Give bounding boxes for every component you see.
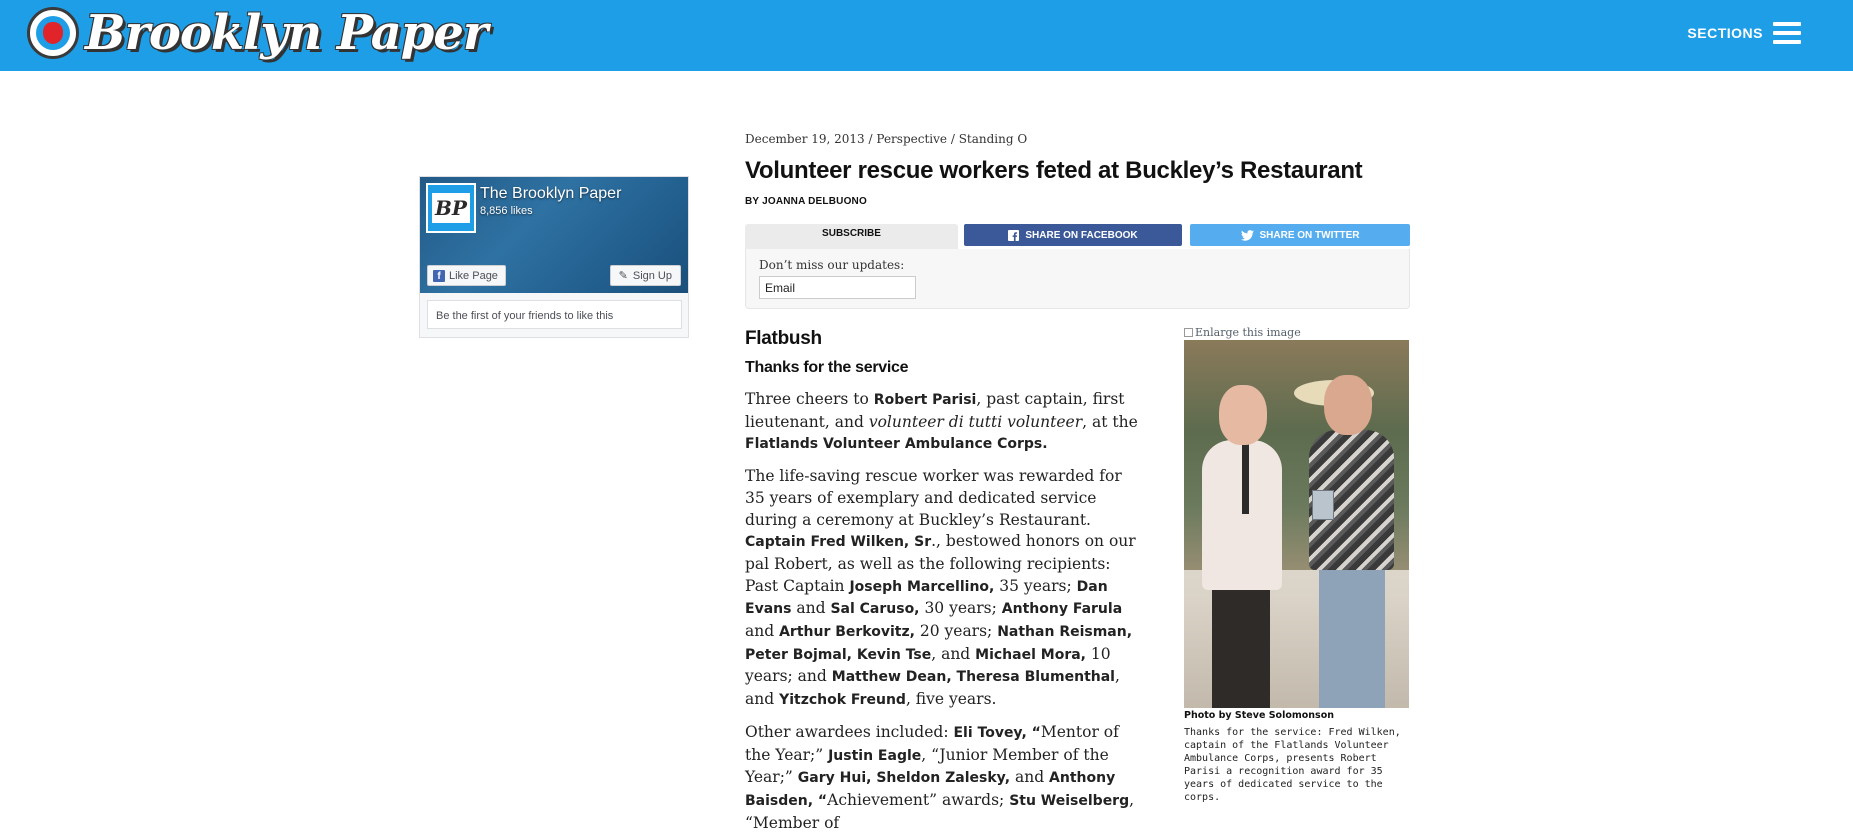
paragraph-3: Other awardees included: Eli Tovey, “Mentor of the Year;” Justin Eagle, “Junior Member of the Year;” Gary Hui, Sheldon Zalesky, and Anthony Baisden, “Achievement” awards; Stu Weiselberg, “Member of <box>745 722 1135 832</box>
share-twitter-button[interactable] <box>1190 224 1410 246</box>
enlarge-icon <box>1184 328 1193 337</box>
site-header <box>0 0 1853 71</box>
article-meta <box>745 132 1027 146</box>
email-input[interactable] <box>759 276 916 299</box>
apple-logo-icon <box>27 7 79 59</box>
hamburger-icon <box>1773 22 1801 44</box>
sign-up-button[interactable] <box>610 265 681 286</box>
enlarge-image-label: Enlarge this image <box>1195 326 1301 339</box>
subscribe-prompt: Don’t miss our updates: <box>759 258 905 272</box>
section-title: Flatbush <box>745 328 822 349</box>
like-page-button[interactable] <box>427 265 506 286</box>
facebook-page-name[interactable]: The Brooklyn Paper <box>480 185 622 202</box>
facebook-page-widget <box>419 176 689 338</box>
twitter-bird-icon <box>1241 230 1254 241</box>
article-headline: Volunteer rescue workers feted at Buckley’s Restaurant <box>745 157 1363 184</box>
paragraph-2: The life-saving rescue worker was rewarded for 35 years of exemplary and dedicated service during a ceremony at Buckley’s Restaurant. Captain Fred Wilken, Sr., bestowed honors on our pal Robert, as well as the following recipients: Past Captain Joseph Marcellino, 35 years; Dan Evans and Sal Caruso, 30 years; Anthony Farula and Arthur Berkovitz, 20 years; Nathan Reisman, Peter Bojmal, Kevin Tse, and Michael Mora, 10 years; and Matthew Dean, Theresa Blumenthal, and Yitzchok Freund, five years. <box>745 467 1136 709</box>
sections-label: SECTIONS <box>1687 25 1763 41</box>
logo-text: Brooklyn Paper <box>85 5 488 61</box>
article-subhead: Thanks for the service <box>745 359 909 376</box>
like-page-label: Like Page <box>449 269 498 282</box>
facebook-cover-image[interactable] <box>420 177 688 293</box>
meta-separator: / <box>950 132 955 146</box>
category-link-standing-o[interactable]: Standing O <box>958 132 1028 146</box>
sign-up-label: Sign Up <box>632 269 672 282</box>
facebook-like-count: 8,856 likes <box>480 205 533 217</box>
facebook-f-icon: f <box>433 270 445 282</box>
avatar-logo-text: BP <box>432 193 470 223</box>
share-row <box>745 224 1410 249</box>
paragraph-1: Three cheers to Robert Parisi, past captain, first lieutenant, and volunteer di tutti volunteer, at the Flatlands Volunteer Ambulance Corps. <box>745 390 1138 453</box>
facebook-page-avatar[interactable] <box>426 183 476 233</box>
share-twitter-label: SHARE ON TWITTER <box>1259 229 1360 241</box>
meta-separator: / <box>868 132 873 146</box>
site-logo[interactable] <box>27 7 487 59</box>
share-facebook-label: SHARE ON FACEBOOK <box>1025 229 1138 241</box>
enlarge-image-link[interactable] <box>1184 326 1301 339</box>
facebook-friends-text: Be the first of your friends to like this <box>427 300 682 329</box>
photo-caption: Thanks for the service: Fred Wilken, captain of the Flatlands Volunteer Ambulance Corps, presents Robert Parisi a recognition award for 35 years of dedicated service to the corps. <box>1184 727 1401 803</box>
facebook-icon <box>1008 230 1019 241</box>
article-date: December 19, 2013 <box>745 132 865 146</box>
pencil-icon: ✎ <box>618 270 628 282</box>
subscribe-tab[interactable]: SUBSCRIBE <box>745 224 958 249</box>
article-body <box>745 328 1145 834</box>
photo-credit: Photo by Steve Solomonson <box>1184 710 1334 721</box>
share-facebook-button[interactable] <box>964 224 1182 246</box>
article-byline[interactable]: BY JOANNA DELBUONO <box>745 196 867 207</box>
article-photo[interactable] <box>1184 340 1409 708</box>
sections-menu-button[interactable] <box>1687 22 1801 44</box>
subscribe-panel <box>745 249 1410 309</box>
category-link-perspective[interactable]: Perspective <box>876 132 947 146</box>
